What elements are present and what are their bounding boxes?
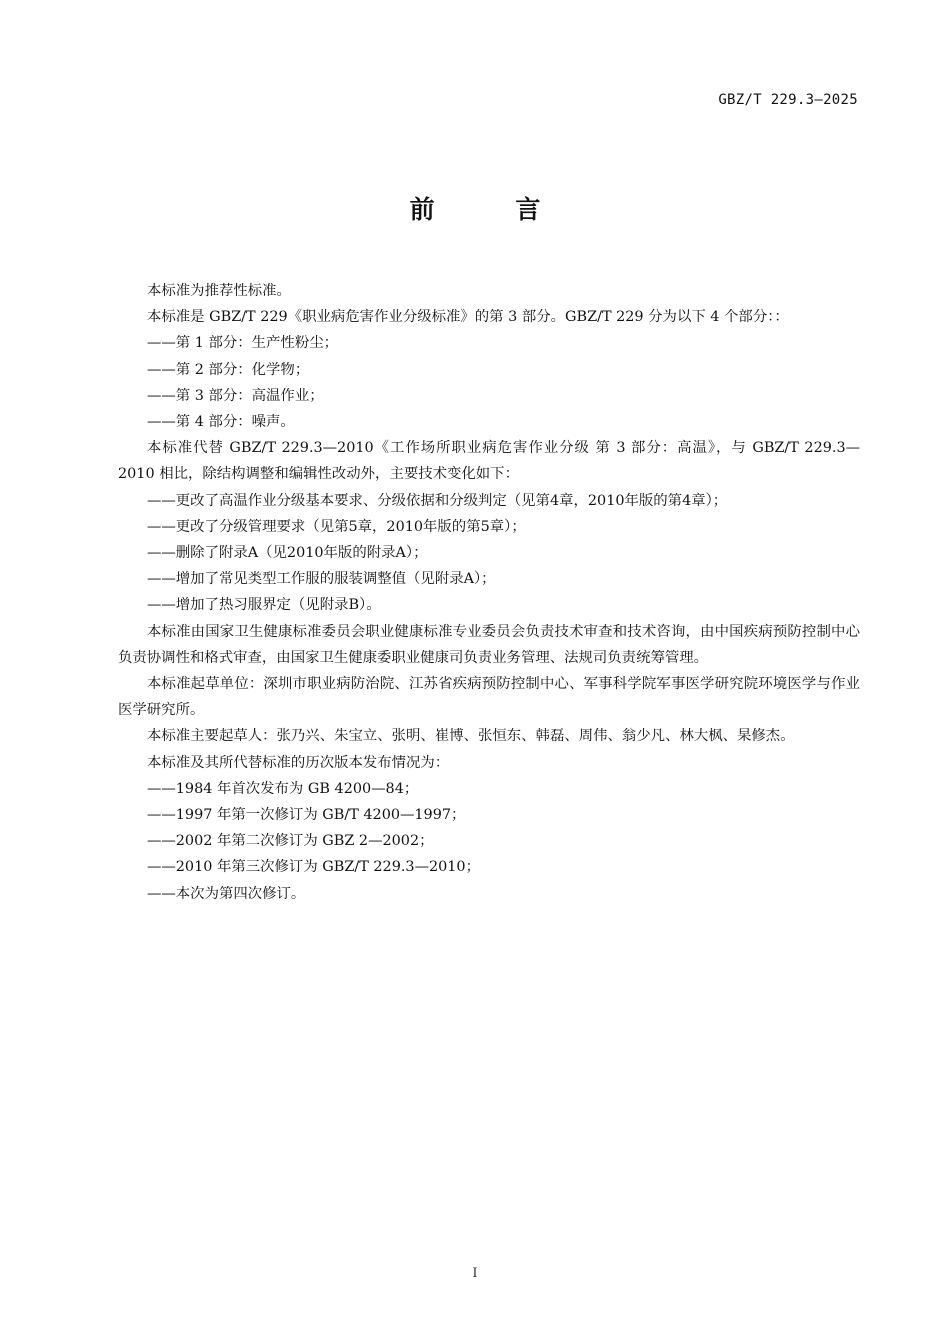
foreword-body [118, 278, 860, 907]
paragraph-drafting-units: 本标准起草单位：深圳市职业病防治院、江苏省疾病预防控制中心、军事科学院军事医学研究院环境医学与作业医学研究所。 [118, 676, 860, 719]
list-item-part-2: ——第 2 部分：化学物； [147, 361, 310, 378]
list-item-part-3: ——第 3 部分：高温作业； [147, 387, 324, 404]
list-item-history-3: ——2002 年第二次修订为 GBZ 2—2002； [147, 833, 434, 850]
list-item-change-2: ——更改了分级管理要求（见第5章，2010年版的第5章）； [147, 518, 526, 535]
list-item-change-4: ——增加了常见类型工作服的服装调整值（见附录A）； [147, 571, 496, 588]
standard-code: GBZ/T 229.3—2025 [718, 92, 858, 108]
list-item-change-1: ——更改了高温作业分级基本要求、分级依据和分级判定（见第4章，2010年版的第4章）； [147, 492, 728, 509]
paragraph-responsible: 本标准由国家卫生健康标准委员会职业健康标准专业委员会负责技术审查和技术咨询，由中国疾病预防控制中心负责协调性和格式审查，由国家卫生健康委职业健康司负责业务管理、法规司负责统筹管理。 [118, 623, 860, 666]
list-item-change-3: ——删除了附录A（见2010年版的附录A）； [147, 545, 428, 562]
list-item-history-2: ——1997 年第一次修订为 GB/T 4200—1997； [147, 807, 466, 824]
page-number: I [472, 1266, 478, 1281]
list-item-part-4: ——第 4 部分：噪声。 [147, 414, 295, 431]
list-item-change-5: ——增加了热习服界定（见附录B）。 [147, 597, 381, 614]
paragraph-history-intro: 本标准及其所代替标准的历次版本发布情况为： [147, 754, 450, 771]
paragraph-recommended: 本标准为推荐性标准。 [147, 283, 291, 299]
page-title: 前 言 [409, 195, 577, 224]
list-item-part-1: ——第 1 部分：生产性粉尘； [147, 335, 338, 352]
list-item-history-4: ——2010 年第三次修订为 GBZ/T 229.3—2010； [147, 859, 480, 876]
list-item-history-5: ——本次为第四次修订。 [147, 885, 306, 902]
list-item-history-1: ——1984 年首次发布为 GB 4200—84； [147, 780, 419, 797]
paragraph-drafters: 本标准主要起草人：张乃兴、朱宝立、张明、崔博、张恒东、韩磊、周伟、翁少凡、林大枫、杲修杰。 [147, 728, 795, 745]
paragraph-parts-intro: 本标准是 GBZ/T 229《职业病危害作业分级标准》的第 3 部分。GBZ/T 229 分为以下 4 个部分：： [147, 309, 789, 326]
paragraph-replaces: 本标准代替 GBZ/T 229.3—2010《工作场所职业病危害作业分级 第 3 部分：高温》，与 GBZ/T 229.3—2010 相比，除结构调整和编辑性改动外，主要技术变化如下： [118, 440, 860, 483]
